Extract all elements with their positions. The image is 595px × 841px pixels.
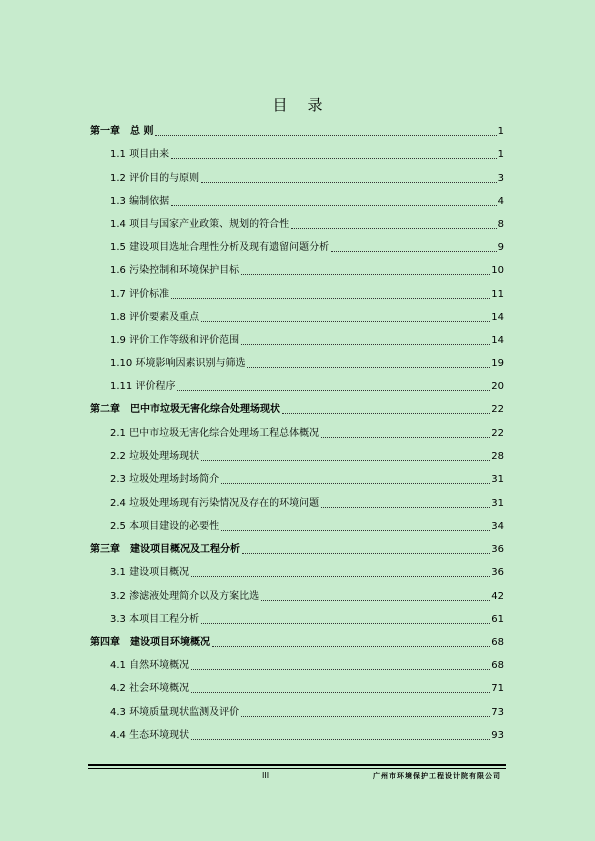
leader-dots [291,227,497,229]
leader-dots [191,575,490,577]
toc-entry-page: 36 [491,544,504,555]
toc-entry-label: 1.11 评价程序 [110,381,176,392]
toc-entry-label: 3.1 建设项目概况 [110,567,190,578]
toc-entry-label: 4.1 自然环境概况 [110,660,190,671]
footer-page-number: III [262,771,270,780]
leader-dots [155,134,496,136]
toc-entry-label: 2.1 巴中市垃圾无害化综合处理场工程总体概况 [110,428,320,439]
toc-entry-label: 3.2 渗滤液处理简介以及方案比选 [110,591,260,602]
leader-dots [221,529,490,531]
toc-entry-label: 2.4 垃圾处理场现有污染情况及存在的环境问题 [110,498,320,509]
leader-dots [241,715,490,717]
toc-entry-label: 第四章 建设项目环境概况 [90,637,210,648]
toc-entry-label: 2.2 垃圾处理场现状 [110,451,200,462]
toc-entry-label: 1.10 环境影响因素识别与筛选 [110,358,246,369]
leader-dots [171,157,497,159]
leader-dots [191,738,490,740]
toc-entry[interactable] [110,287,504,301]
toc-entry[interactable] [110,240,504,254]
footer-rule-thick [88,764,506,766]
toc-entry-page: 14 [491,335,504,346]
toc-entry[interactable] [110,612,504,626]
toc-entry-label: 第一章 总 则 [90,126,154,137]
leader-dots [212,645,490,647]
leader-dots [282,412,490,414]
title-char-1: 目 [272,96,288,114]
toc-entry-page: 31 [491,498,504,509]
toc-entry[interactable] [110,356,504,370]
toc-entry-label: 4.2 社会环境概况 [110,683,190,694]
toc-entry-label: 1.1 项目由来 [110,149,170,160]
leader-dots [171,204,497,206]
toc-entry-chapter-2[interactable] [90,402,504,416]
toc-entry-label: 1.9 评价工作等级和评价范围 [110,335,240,346]
toc-entry[interactable] [110,333,504,347]
toc-entry-label: 1.3 编制依据 [110,196,170,207]
toc-entry-page: 34 [491,521,504,532]
toc-entry[interactable] [110,263,504,277]
toc-entry[interactable] [110,496,504,510]
toc-entry-page: 11 [491,289,504,300]
toc-entry-page: 22 [491,404,504,415]
toc-entry-label: 1.4 项目与国家产业政策、规划的符合性 [110,219,290,230]
toc-entry-page: 8 [497,219,504,230]
toc-entry-chapter-1[interactable] [90,124,504,138]
toc-entry[interactable] [110,658,504,672]
toc-entry-page: 10 [491,265,504,276]
toc-entry-page: 61 [491,614,504,625]
leader-dots [201,622,490,624]
toc-entry-chapter-4[interactable] [90,635,504,649]
toc-entry[interactable] [110,147,504,161]
leader-dots [241,273,490,275]
leader-dots [321,436,490,438]
toc-entry[interactable] [110,472,504,486]
toc-entry-page: 9 [497,242,504,253]
toc-entry[interactable] [110,565,504,579]
leader-dots [321,506,490,508]
toc-entry-page: 1 [497,126,504,137]
toc-entry[interactable] [110,519,504,533]
toc-title [0,94,595,115]
toc-entry-page: 14 [491,312,504,323]
toc-entry-label: 4.3 环境质量现状监测及评价 [110,707,240,718]
toc-entry[interactable] [110,589,504,603]
toc-entry-label: 2.3 垃圾处理场封场简介 [110,474,220,485]
toc-entry-page: 19 [491,358,504,369]
toc-entry-page: 1 [497,149,504,160]
toc-entry-page: 71 [491,683,504,694]
toc-entry-label: 第三章 建设项目概况及工程分析 [90,544,240,555]
toc-entry-page: 28 [491,451,504,462]
toc-entry[interactable] [110,426,504,440]
toc-entry-page: 3 [497,173,504,184]
toc-entry-page: 31 [491,474,504,485]
toc-entry-page: 68 [491,637,504,648]
toc-entry-label: 4.4 生态环境现状 [110,730,190,741]
toc-entry-label: 1.6 污染控制和环境保护目标 [110,265,240,276]
toc-entry-label: 1.2 评价目的与原则 [110,173,200,184]
toc-entry[interactable] [110,449,504,463]
leader-dots [171,297,490,299]
leader-dots [261,599,490,601]
toc-entry[interactable] [110,310,504,324]
toc-entry-page: 20 [491,381,504,392]
leader-dots [201,459,490,461]
leader-dots [191,668,490,670]
leader-dots [201,320,490,322]
toc-entry[interactable] [110,681,504,695]
toc-entry[interactable] [110,705,504,719]
toc-entry-page: 68 [491,660,504,671]
leader-dots [191,691,490,693]
footer-company-name: 广州市环境保护工程设计院有限公司 [373,772,501,780]
toc-entry-page: 42 [491,591,504,602]
toc-entry-page: 73 [491,707,504,718]
toc-entry-page: 22 [491,428,504,439]
toc-entry-page: 36 [491,567,504,578]
toc-entry-label: 第二章 巴中市垃圾无害化综合处理场现状 [90,404,280,415]
toc-entry-page: 93 [491,730,504,741]
toc-entry[interactable] [110,728,504,742]
leader-dots [241,343,490,345]
leader-dots [201,181,497,183]
toc-entry[interactable] [110,171,504,185]
toc-entry[interactable] [110,194,504,208]
toc-entry[interactable] [110,379,504,393]
footer-rule-thin [88,768,506,769]
leader-dots [242,552,490,554]
toc-entry-page: 4 [497,196,504,207]
leader-dots [221,482,490,484]
toc-entry-label: 1.8 评价要素及重点 [110,312,200,323]
leader-dots [177,389,490,391]
toc-entry[interactable] [110,217,504,231]
title-char-2: 录 [307,96,323,114]
toc-entry-label: 3.3 本项目工程分析 [110,614,200,625]
toc-entry-label: 1.7 评价标准 [110,289,170,300]
toc-entry-label: 1.5 建设项目选址合理性分析及现有遗留问题分析 [110,242,330,253]
toc-entry-label: 2.5 本项目建设的必要性 [110,521,220,532]
toc-entry-chapter-3[interactable] [90,542,504,556]
leader-dots [331,250,497,252]
leader-dots [247,366,490,368]
